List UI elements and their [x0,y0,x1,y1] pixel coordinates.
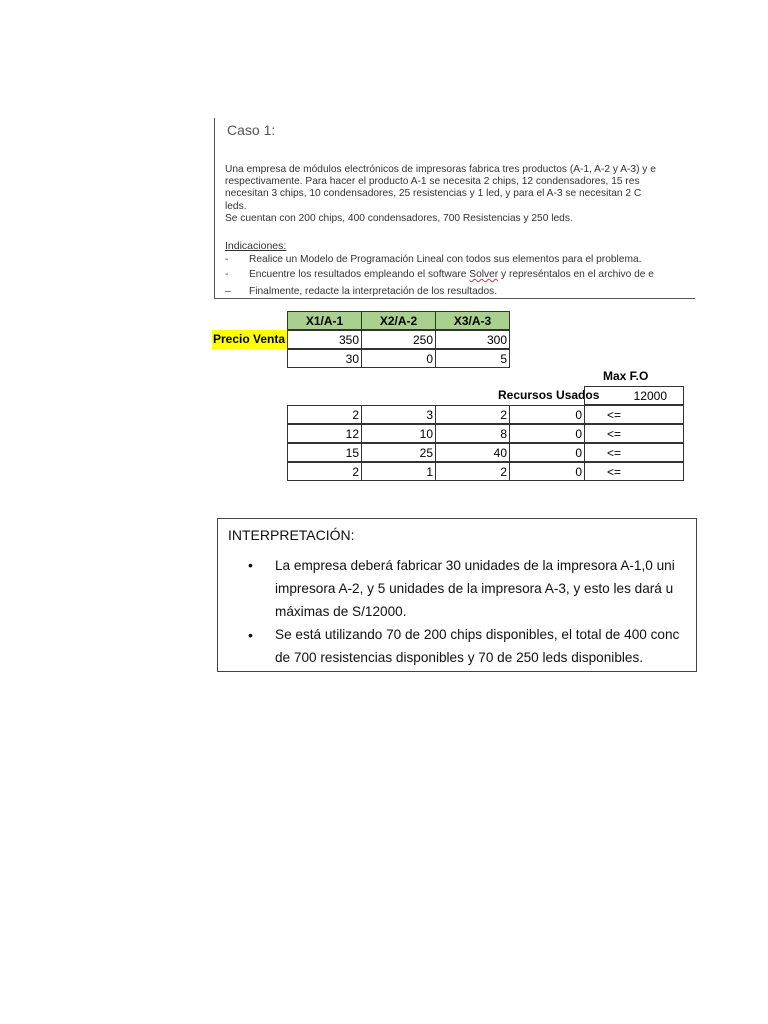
solucion-x3: 5 [435,349,510,368]
precio-x2: 250 [361,330,436,349]
coef-x1: 12 [287,424,362,443]
recurso-usado: 0 [509,443,585,462]
interpretation-line: de 700 resistencias disponibles y 70 de 250 leds disponibles. [275,650,644,665]
bullet-marker: • [248,557,253,573]
indicacion-text: Finalmente, redacte la interpretación de los resultados. [249,286,498,297]
header-x2: X2/A-2 [361,311,436,330]
case-paragraph-line: Se cuentan con 200 chips, 400 condensadores, 700 Resistencias y 250 leds. [225,212,573,224]
coef-x1: 2 [287,405,362,424]
interpretation-line: Se está utilizando 70 de 200 chips disponibles, el total de 400 conc [275,627,680,642]
operator: <= [584,462,684,481]
indicacion-item [225,286,497,297]
precio-x3: 300 [435,330,510,349]
recursos-usados-label: Recursos Usados [498,388,600,402]
coef-x3: 2 [435,462,510,481]
precio-venta-label: Precio Venta [212,330,288,349]
case-paragraph [225,164,695,225]
interpretation-title: INTERPRETACIÓN: [228,527,355,543]
recurso-usado: 0 [509,424,585,443]
indicacion-text-after: y represéntalos en el archivo de e [498,269,654,280]
header-x1: X1/A-1 [287,311,362,330]
spellcheck-word: Solver [469,269,499,280]
operator: <= [584,424,684,443]
indicacion-text: Encuentre los resultados empleando el software [249,269,470,280]
indicacion-dash: – [225,286,231,297]
indicacion-item [225,254,641,265]
indicacion-dash: - [225,254,229,265]
case-title: Caso 1: [227,122,276,138]
max-fo-value: 12000 [584,386,684,405]
indicacion-dash: - [225,269,229,280]
interpretation-box [217,518,697,672]
precio-x1: 350 [287,330,362,349]
coef-x2: 25 [361,443,436,462]
interpretation-line: impresora A-2, y 5 unidades de la impresora A-3, y esto les dará u [275,581,674,596]
case-paragraph-line: necesitan 3 chips, 10 condensadores, 25 resistencias y 1 led, y para el A-3 se necesitan 2 C [225,188,642,200]
recurso-usado: 0 [509,462,585,481]
header-x3: X3/A-3 [435,311,510,330]
case-paragraph-line: Una empresa de módulos electrónicos de impresoras fabrica tres productos (A-1, A-2 y A-3) y e [225,164,656,175]
operator: <= [584,443,684,462]
interpretation-line: La empresa deberá fabricar 30 unidades de la impresora A-1,0 uni [275,558,675,573]
coef-x3: 2 [435,405,510,424]
coef-x1: 2 [287,462,362,481]
bullet-marker: • [248,627,253,643]
indicaciones-title: Indicaciones: [225,240,287,252]
case-statement-box [214,118,695,299]
case-paragraph-line: leds. [225,200,247,212]
coef-x3: 40 [435,443,510,462]
max-fo-label: Max F.O [603,369,649,383]
coef-x2: 3 [361,405,436,424]
coef-x3: 8 [435,424,510,443]
solucion-x2: 0 [361,349,436,368]
case-paragraph-line: respectivamente. Para hacer el producto A-1 se necesita 2 chips, 12 condensadores, 15 res [225,176,640,188]
coef-x2: 1 [361,462,436,481]
indicacion-text: Realice un Modelo de Programación Lineal con todos sus elementos para el problema. [249,254,642,265]
indicacion-item [225,269,654,280]
coef-x1: 15 [287,443,362,462]
solucion-x1: 30 [287,349,362,368]
interpretation-line: máximas de S/12000. [275,604,407,619]
recurso-usado: 0 [509,405,585,424]
coef-x2: 10 [361,424,436,443]
operator: <= [584,405,684,424]
